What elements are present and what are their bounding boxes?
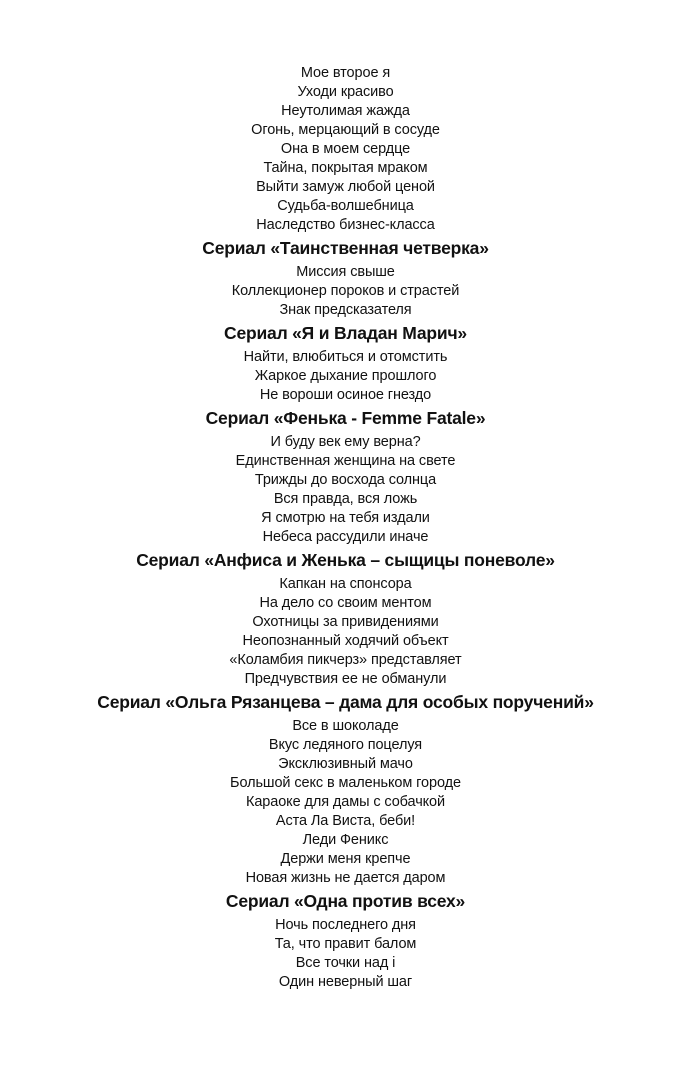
book-title: Охотницы за привидениями: [252, 614, 439, 630]
book-title: Эксклюзивный мачо: [278, 756, 413, 772]
book-title: Все в шоколаде: [292, 718, 399, 734]
series-section: [0, 692, 691, 888]
book-title: Не вороши осиное гнездо: [259, 387, 432, 403]
book-title: И буду век ему верна?: [270, 434, 421, 450]
book-title: Мое второе я: [300, 65, 391, 81]
book-title: Трижды до восхода солнца: [254, 472, 437, 488]
series-heading: Сериал «Ольга Рязанцева – дама для особых поручений»: [97, 692, 594, 712]
series-heading: Сериал «Фенька - Femme Fatale»: [205, 408, 486, 428]
book-title: Новая жизнь не дается даром: [245, 870, 446, 886]
series-heading: Сериал «Я и Владан Марич»: [224, 323, 467, 343]
book-title: Та, что правит балом: [274, 936, 417, 952]
book-title: Предчувствия ее не обманули: [244, 671, 447, 687]
book-title: Наследство бизнес-класса: [256, 217, 435, 233]
book-title: Ночь последнего дня: [275, 917, 416, 933]
intro-title-list: [0, 64, 691, 235]
series-section: [0, 550, 691, 689]
series-heading: Сериал «Анфиса и Женька – сыщицы поневоле»: [136, 550, 555, 570]
book-title: Небеса рассудили иначе: [262, 529, 429, 545]
book-title: Выйти замуж любой ценой: [256, 179, 435, 195]
book-title: Все точки над i: [295, 955, 396, 971]
book-title: Вся правда, вся ложь: [273, 491, 418, 507]
book-title: Я смотрю на тебя издали: [261, 510, 430, 526]
book-title: Неопознанный ходячий объект: [242, 633, 449, 649]
book-title: «Коламбия пикчерз» представляет: [229, 652, 462, 668]
book-title: На дело со своим ментом: [259, 595, 432, 611]
book-list-page: [0, 64, 691, 992]
book-title: Леди Феникс: [302, 832, 389, 848]
book-title: Найти, влюбиться и отомстить: [243, 349, 448, 365]
book-title: Единственная женщина на свете: [235, 453, 456, 469]
series-heading: Сериал «Одна против всех»: [225, 891, 466, 911]
book-title: Миссия свыше: [296, 264, 395, 280]
book-title: Тайна, покрытая мраком: [263, 160, 428, 176]
book-title: Знак предсказателя: [279, 302, 412, 318]
series-section: [0, 238, 691, 320]
book-title: Вкус ледяного поцелуя: [268, 737, 423, 753]
book-title: Большой секс в маленьком городе: [230, 775, 461, 791]
book-title: Держи меня крепче: [280, 851, 411, 867]
book-title: Неутолимая жажда: [281, 103, 410, 119]
book-title: Караоке для дамы с собачкой: [245, 794, 446, 810]
series-section: [0, 323, 691, 405]
series-heading: Сериал «Таинственная четверка»: [202, 238, 489, 258]
book-title: Она в моем сердце: [280, 141, 411, 157]
book-title: Огонь, мерцающий в сосуде: [251, 122, 440, 138]
book-title: Аста Ла Виста, беби!: [275, 813, 416, 829]
book-title: Жаркое дыхание прошлого: [254, 368, 437, 384]
book-title: Капкан на спонсора: [279, 576, 412, 592]
book-title: Уходи красиво: [297, 84, 394, 100]
book-title: Судьба-волшебница: [277, 198, 414, 214]
series-section: [0, 408, 691, 547]
book-title: Коллекционер пороков и страстей: [231, 283, 460, 299]
series-section: [0, 891, 691, 992]
book-title: Один неверный шаг: [278, 974, 413, 990]
